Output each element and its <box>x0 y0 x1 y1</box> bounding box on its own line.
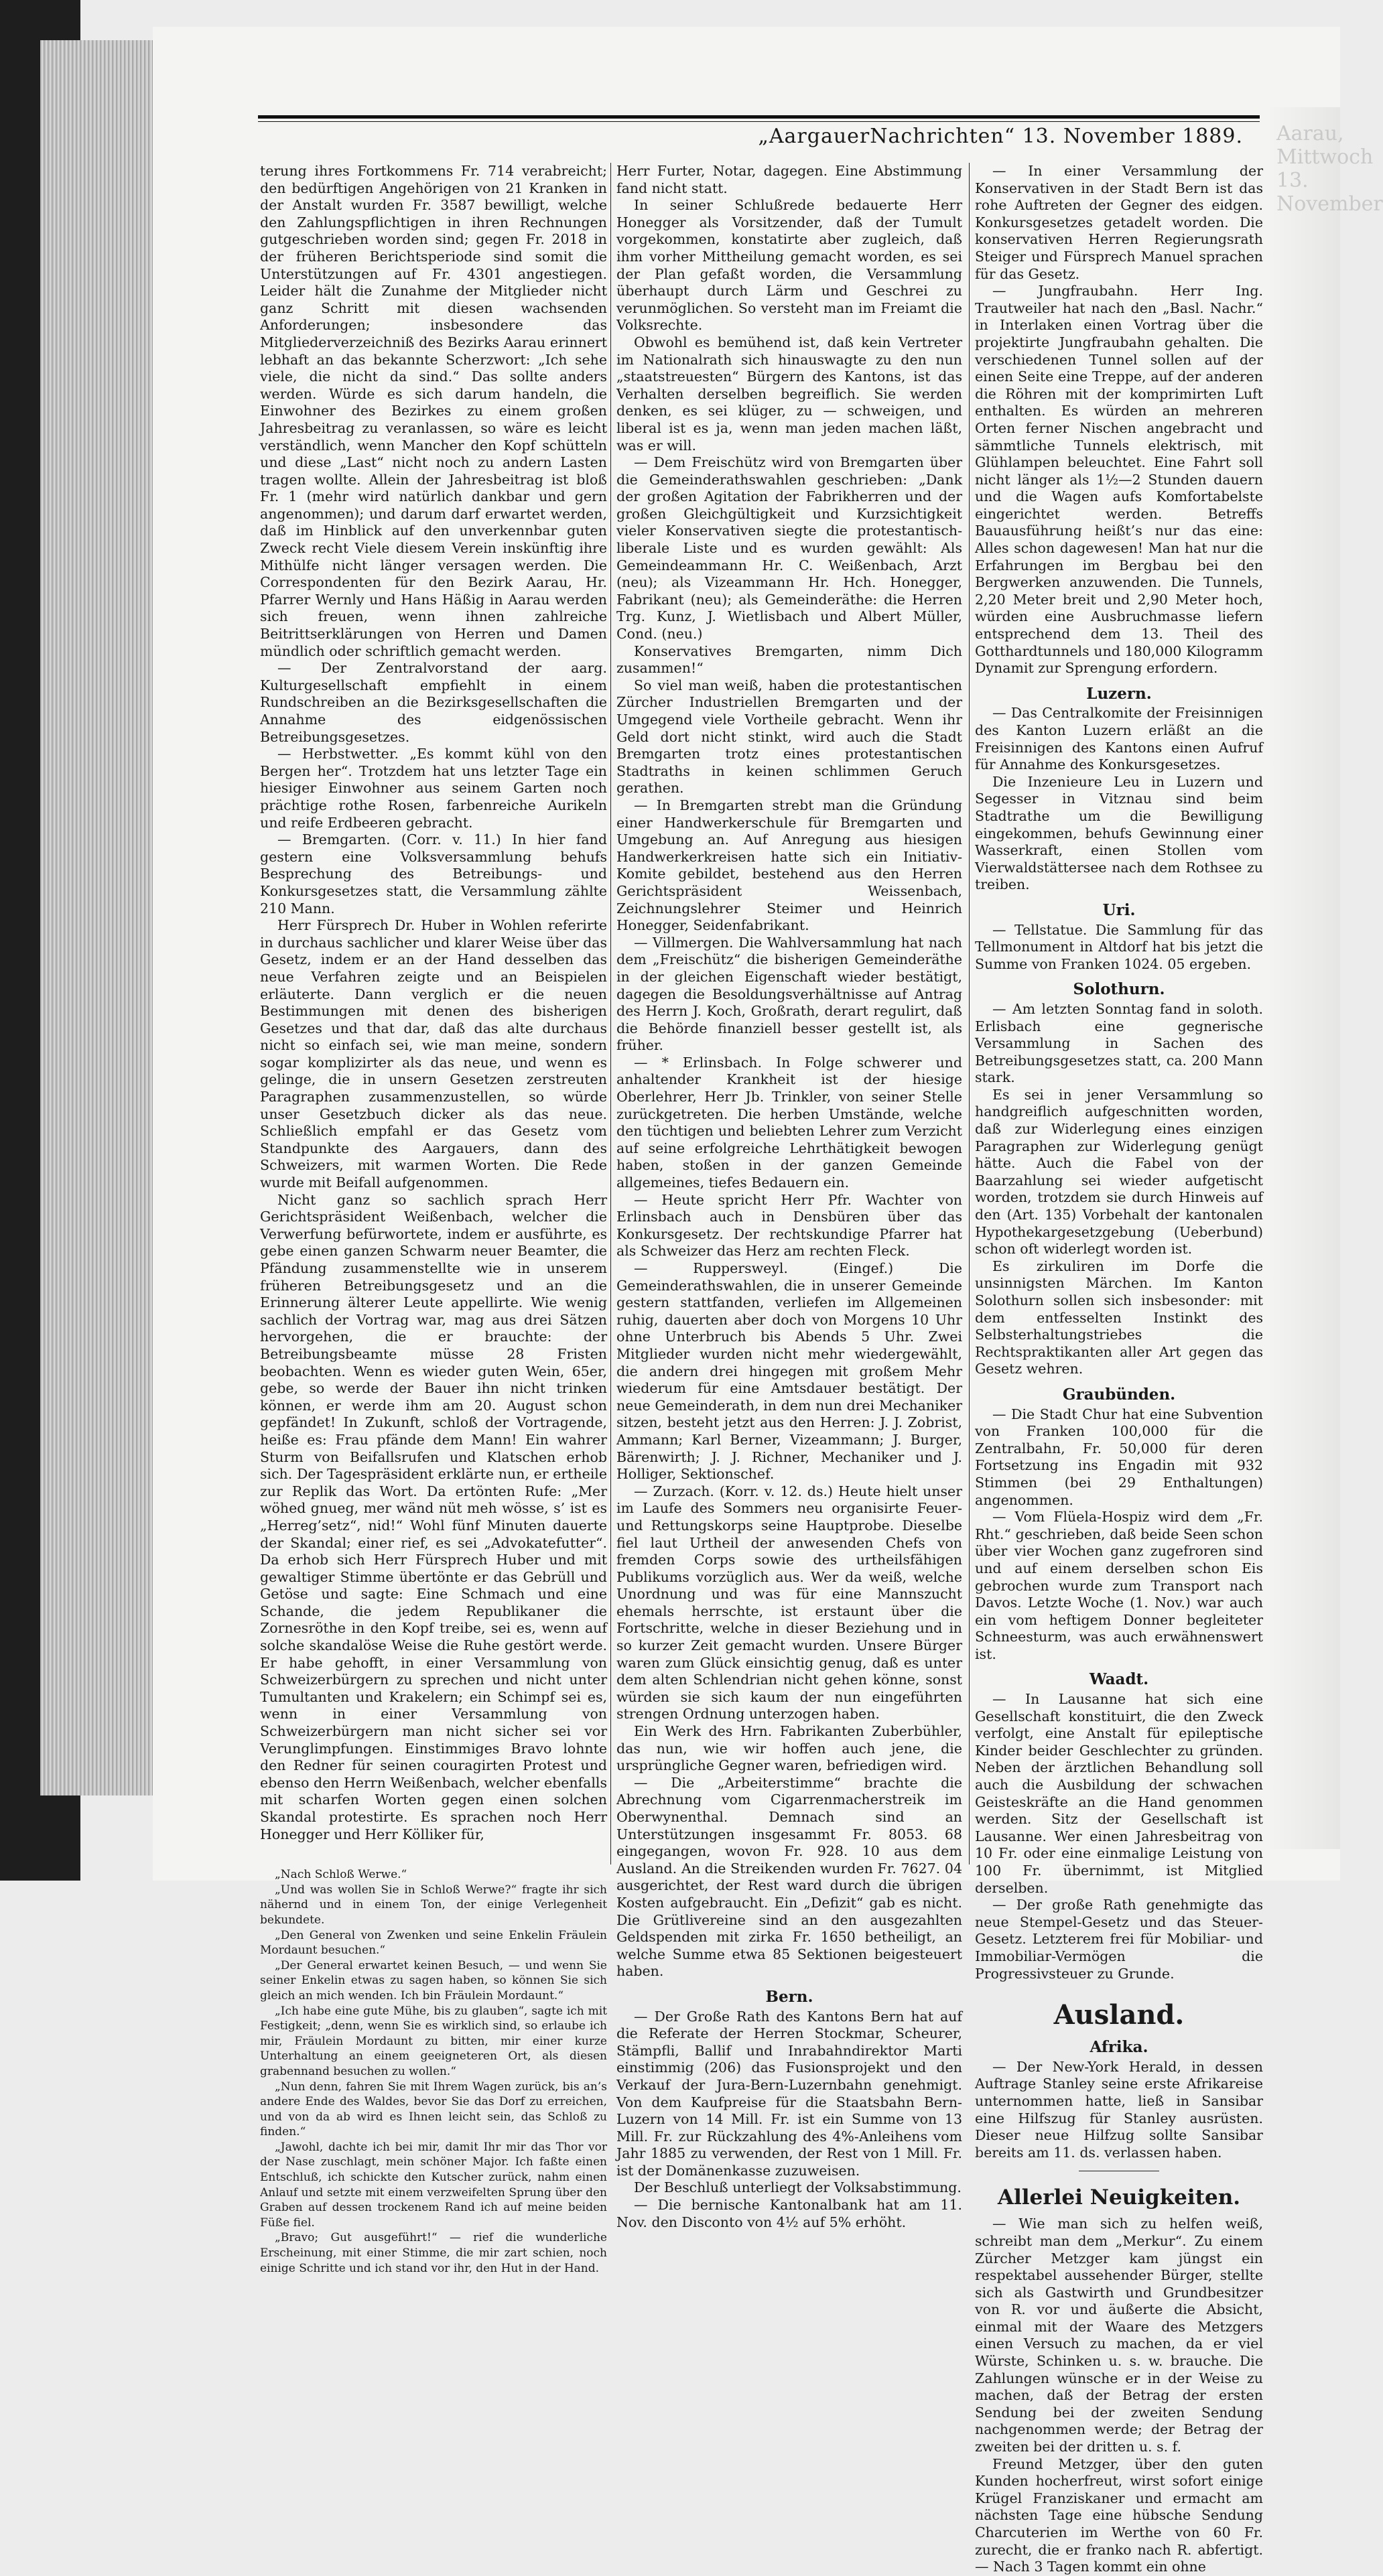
header-rule-thin <box>258 121 1260 122</box>
article-paragraph: Herr Furter, Notar, dagegen. Eine Abstimmung fand nicht statt. <box>616 163 962 196</box>
column-rule-1 <box>610 163 611 1865</box>
article-paragraph: Ein Werk des Hrn. Fabrikanten Zuberbühler, das nun, wie wir hoffen auch jene, die ursprüngliche Gegner waren, befriedigen wird. <box>616 1723 962 1774</box>
article-paragraph: Die Inzenieure Leu in Luzern und Segesser in Vitznau sind beim Stadtrathe um die Bewilligung eingekommen, behufs Gewinnung einer Wasserkraft, einen Stollen vom Vierwaldstättersee nach dem Rothsee zu treiben. <box>975 773 1263 893</box>
page-stack-edge <box>40 40 157 1795</box>
section-heading-solothurn: Solothurn. <box>1073 980 1165 999</box>
article-paragraph: — Am letzten Sonntag fand in soloth. Erlisbach eine gegnerische Versammlung in Sachen des Betreibungsgesetzes statt, ca. 200 Mann stark. <box>975 1000 1263 1086</box>
article-paragraph: — Ruppersweyl. (Eingef.) Die Gemeinderathswahlen, die in unserer Gemeinde gestern stattfanden, verliefen im Allgemeinen ruhig, dauerten aber doch von Morgens 10 Uhr ohne Unterbruch bis Abends 5 Uhr. Zwei Mitglieder wurden nicht mehr wiedergewählt, die andern drei hingegen mit großem Mehr wiederum für eine Amtsdauer bestätigt. Der neue Gemeinderath, in dem nun drei Mechaniker sitzen, besteht jetzt aus den Herren: J. J. Zobrist, Ammann; Karl Berner, Vizeammann; J. Burger, Bärenwirth; J. J. Richner, Mechaniker und J. Holliger, Sektionschef. <box>616 1260 962 1483</box>
article-paragraph: — In Bremgarten strebt man die Gründung einer Handwerkerschule für Bremgarten und Umgebung an. Auf Anregung aus hiesigen Handwerkerkreisen hatte sich ein Initiativ-Komite gebildet, bestehend aus den Herren Gerichtspräsident Weissenbach, Zeichnungslehrer Steimer und Heinrich Honegger, Seidenfabrikant. <box>616 797 962 934</box>
section-heading-allerlei: Allerlei Neuigkeiten. <box>997 2185 1241 2210</box>
article-paragraph: — * Erlinsbach. In Folge schwerer und anhaltender Krankheit ist der hiesige Oberlehrer, Herr Jb. Trinkler, von seiner Stelle zurückgetreten. Die herben Umstände, welche den tüchtigen und beliebten Lehrer zum Verzicht auf seine erfolgreiche Lehrthätigkeit bewogen haben, stoßen in der ganzen Gemeinde allgemeines, tiefes Bedauern ein. <box>616 1054 962 1191</box>
article-paragraph: — Der große Rath genehmigte das neue Stempel-Gesetz und das Steuer-Gesetz. Letzterem frei für Mobiliar- und Immobiliar-Vermögen die Progressivsteuer zu Grunde. <box>975 1897 1263 1982</box>
facing-page-shadow <box>1266 107 1340 1849</box>
column-1 <box>260 163 607 2276</box>
column-rule-2 <box>969 163 970 1865</box>
section-heading-waadt: Waadt. <box>1089 1670 1149 1689</box>
facing-page-bleed-text: Aarau, Mittwoch 13. November <box>1276 122 1383 216</box>
article-paragraph: — Der Große Rath des Kantons Bern hat auf die Referate der Herren Stockmar, Scheurer, Stämpfli, Ballif und Inrabahndirektor Marti einstimmig (206) das Fusionsprojekt und den Verkauf der Jura-Bern-Luzernbahn genehmigt. Von dem Kaufpreise für die Staatsbahn Bern-Luzern von 14 Mill. Fr. ist ein Summe von 13 Mill. Fr. zur Rückzahlung des 4%-Anleihens vom Jahr 1885 zu verwenden, der Rest von 1 Mill. Fr. ist der Domänenkasse zuzuweisen. <box>616 2008 962 2179</box>
article-paragraph: — Villmergen. Die Wahlversammlung hat nach dem „Freischütz“ die bisherigen Gemeinderäthe in der gleichen Eigenschaft wieder bestätigt, dagegen die Besoldungsverhältnisse auf Antrag des Herrn J. Koch, Großrath, derart regulirt, daß die Behörde finanziell besser gestellt ist, als früher. <box>616 934 962 1054</box>
article-paragraph: — Der New-York Herald, in dessen Auftrage Stanley seine erste Afrikareise unternommen hatte, ließ in Sansibar eine Hilfszug für Stanley ausrüsten. Dieser neue Hilfzug sollte Sansibar bereits am 11. ds. verlassen haben. <box>975 2058 1263 2161</box>
article-paragraph: Es zirkuliren im Dorfe die unsinnigsten Märchen. Im Kanton Solothurn sollen sich insbesonder: mit dem entfesselten Instinkt des Selbsterhaltungstriebes die Rechtspraktikanten aller Art gegen das Gesetz wehren. <box>975 1258 1263 1377</box>
section-heading-luzern: Luzern. <box>1086 684 1152 703</box>
feuilleton-paragraph: „Den General von Zwenken und seine Enkelin Fräulein Mordaunt besuchen.“ <box>260 1928 607 1958</box>
page-header <box>258 115 1260 153</box>
article-paragraph: Obwohl es bemühend ist, daß kein Vertreter im Nationalrath sich hinauswagte zu den nun „staatstreuesten“ Bürgern des Kantons, ist das Verhalten derselben begreiflich. Sie werden denken, es sei klüger, zu — schweigen, und liberal ist es ja, wenn man jeden machen läßt, was er will. <box>616 334 962 454</box>
article-paragraph: — Bremgarten. (Corr. v. 11.) In hier fand gestern eine Volksversammlung behufs Besprechung des Betreibungs- und Konkursgesetzes statt, die Versammlung zählte 210 Mann. <box>260 831 607 917</box>
feuilleton-paragraph: „Und was wollen Sie in Schloß Werwe?“ fragte ihr sich nähernd und in einem Ton, der einige Verlegenheit bekundete. <box>260 1883 607 1927</box>
article-paragraph: Herr Fürsprech Dr. Huber in Wohlen referirte in durchaus sachlicher und klarer Weise über das Gesetz, indem er an der Hand desselben das neue Verfahren zeigte und an Beispielen erläuterte. Dann verglich er die neuen Bestimmungen mit denen des bisherigen Gesetzes und that dar, daß das alte durchaus nicht so einfach sei, wie man meine, sondern sogar komplizirter als das neue, und wenn es gelinge, die in unsern Gesetzen zerstreuten Paragraphen zusammenzustellen, so würde unser Gesetzbuch dicker als das neue. Schließlich empfahl er das Gesetz vom Standpunkte des Aargauers, dann des Schweizers, mit warmen Worten. Die Rede wurde mit Beifall aufgenommen. <box>260 917 607 1191</box>
feuilleton-paragraph: „Nach Schloß Werwe.“ <box>275 1868 407 1882</box>
article-paragraph: — Die Stadt Chur hat eine Subvention von Franken 100,000 für die Zentralbahn, Fr. 50,000 für deren Fortsetzung ins Engadin mit 932 Stimmen (bei 29 Enthaltungen) angenommen. <box>975 1406 1263 1508</box>
feuilleton-paragraph: „Der General erwartet keinen Besuch, — und wenn Sie seiner Enkelin etwas zu sagen haben, so können Sie sich gleich an mich wenden. Ich bin Fräulein Mordaunt.“ <box>260 1958 607 2003</box>
article-paragraph: Nicht ganz so sachlich sprach Herr Gerichtspräsident Weißenbach, welcher die Verwerfung befürwortete, indem er ausführte, es gebe einen ganzen Schwarm neuer Beamter, die Pfändung zusammenstellte wie in unserem früheren Betreibungsgesetz und an die Erinnerung älterer Leute appellirte. Wie wenig sachlich der Vortrag war, mag aus drei Sätzen hervorgehen, die er brauchte: der Betreibungsbeamte müsse 28 Fristen beobachten. Wenn es wieder guten Wein, 65er, gebe, so werde der Bauer ihn nicht trinken können, er werde ihm am 20. August schon gepfändet! In Zukunft, schloß der Vortragende, heiße es: Frau pfände dem Mann! Ein wahrer Sturm von Beifallsrufen und Klatschen erhob sich. Der Tagespräsident erklärte nun, er ertheile zur Replik das Wort. Da ertönten Rufe: „Mer wöhed gnueg, mer wänd nüt meh wösse, s’ ist es „Herreg’setz“, nid!“ Wohl fünf Minuten dauerte der Skandal; einer rief, es sei „Advokatefutter“. Da erhob sich Herr Fürsprech Huber und mit gewaltiger Stimme übertönte er das Gebrüll und Getöse und sagte: Eine Schmach und eine Schande, die jedem Republikaner die Zornesröthe in den Kopf treibe, sei es, wenn auf solche skandalöse Weise die Ruhe gestört werde. Er habe gehofft, in einer Versammlung von Schweizerbürgern zu sprechen und nicht unter Tumultanten und Krakelern; ein Schimpf sei es, wenn in einer Versammlung von Schweizerbürgern man nicht sicher sei vor Verunglimpfungen. Einstimmiges Bravo lohnte den Redner für seinen couragirten Protest und ebenso den Herrn Weißenbach, welcher ebenfalls mit scharfen Worten gegen einen solchen Skandal protestirte. Es sprachen noch Herr Honegger und Herr Kölliker für, <box>260 1191 607 1842</box>
article-paragraph: — Jungfraubahn. Herr Ing. Trautweiler hat nach den „Basl. Nachr.“ in Interlaken einen Vortrag über die projektirte Jungfraubahn gehalten. Die verschiedenen Tunnel sollen auf der einen Seite eine Treppe, auf der anderen die Röhren mit der komprimirten Luft enthalten. Es würden an mehreren Orten ferner Nischen angebracht und sämmtliche Tunnels elektrisch, mit Glühlampen beleuchtet. Eine Fahrt soll nicht länger als 1½—2 Stunden dauern und die Wagen aufs Komfortabelste eingerichtet werden. Betreffs Bauausführung heißt’s nur das eine: Alles schon dagewesen! Man hat nur die Erfahrungen im Bergbau bei den Bergwerken anzuwenden. Die Tunnels, 2,20 Meter breit und 2,90 Meter hoch, würden eine Ausbruchmasse liefern entsprechend dem 13. Theil des Gotthardtunnels und 180,000 Kilogramm Dynamit zur Sprengung erfordern. <box>975 283 1263 677</box>
article-paragraph: — Tellstatue. Die Sammlung für das Tellmonument in Altdorf hat bis jetzt die Summe von Franken 1024. 05 ergeben. <box>975 921 1263 972</box>
article-paragraph: Freund Metzger, über den guten Kunden hocherfreut, wirst sofort einige Krügel Franziskaner und ermacht am nächsten Tage eine hübsche Sendung Charcuterien im Werthe von 60 Fr. zurecht, die er franko nach R. abfertigt. — Nach 3 Tagen kommt ein ohne <box>975 2455 1263 2575</box>
column-3 <box>975 163 1263 2576</box>
section-heading-ausland: Ausland. <box>1053 1999 1185 2031</box>
section-heading-bern: Bern. <box>765 1987 813 2006</box>
article-paragraph: — Vom Flüela-Hospiz wird dem „Fr. Rht.“ geschrieben, daß beide Seen schon über vier Wochen ganz zugefroren sind und auf einem derselben schon Eis gebrochen wurde zum Transport nach Davos. Letzte Woche (1. Nov.) war auch ein vom heftigem Donner begleiteter Schneesturm, was auch erwähnenswert ist. <box>975 1509 1263 1662</box>
article-paragraph: So viel man weiß, haben die protestantischen Zürcher Industriellen Bremgarten und der Umgegend viele Vortheile gebracht. Wenn ihr Geld dort nicht stinkt, wird auch die Stadt Bremgarten trotz eines protestantischen Stadtraths in keinen schlimmen Geruch gerathen. <box>616 677 962 797</box>
column-2 <box>616 163 962 2231</box>
article-paragraph: In seiner Schlußrede bedauerte Herr Honegger als Vorsitzender, daß der Tumult vorgekommen, konstatirte aber zugleich, daß ihm vorher Mittheilung gemacht worden, es sei der Plan gefaßt worden, die Versammlung überhaupt durch Lärm und Geschrei zu verunmöglichen. So versteht man im Freiamt die Volksrechte. <box>616 197 962 334</box>
article-paragraph: — In Lausanne hat sich eine Gesellschaft konstituirt, die den Zweck verfolgt, eine Anstalt für epileptische Kinder beider Geschlechter zu gründen. Neben der ärztlichen Behandlung soll auch die Ausbildung der schwachen Geisteskräfte an die Hand genommen werden. Sitz der Gesellschaft ist Lausanne. Wer einen Jahresbeitrag von 10 Fr. oder eine einmalige Leistung von 100 Fr. übernimmt, ist Mitglied derselben. <box>975 1691 1263 1896</box>
article-paragraph: — Heute spricht Herr Pfr. Wachter von Erlinsbach auch in Densbüren über das Konkursgesetz. Der rechtskundige Pfarrer hat als Schweizer das Herz am rechten Fleck. <box>616 1191 962 1260</box>
feuilleton-paragraph: „Jawohl, dachte ich bei mir, damit Ihr mir das Thor vor der Nase zuschlagt, mein schöner Major. Ich faßte einen Entschluß, ich schickte den Kutscher zurück, nahm einen Anlauf und setzte mit einem verzweifelten Sprung über den Graben auf dessen trockenem Rand ich auf meine beiden Füße fiel. <box>260 2140 607 2230</box>
section-heading-afrika: Afrika. <box>1090 2038 1148 2057</box>
feuilleton-paragraph: „Bravo; Gut ausgeführt!“ — rief die wunderliche Erscheinung, mit einer Stimme, die mir zart schien, noch einige Schritte und ich stand vor ihr, den Hut in der Hand. <box>260 2231 607 2275</box>
article-paragraph: Konservatives Bremgarten, nimm Dich zusammen!“ <box>616 642 962 677</box>
article-paragraph: — In einer Versammlung der Konservativen in der Stadt Bern ist das rohe Auftreten der Gegner des eidgen. Konkursgesetzes getadelt worden. Die konservativen Herren Regierungsrath Steiger und Fürsprech Manuel sprachen für das Gesetz. <box>975 163 1263 282</box>
article-paragraph: — Wie man sich zu helfen weiß, schreibt man dem „Merkur“. Zu einem Zürcher Metzger kam jüngst ein respektabel aussehender Bürger, stellte sich als Gastwirth und Grundbesitzer von R. vor und äußerte die Absicht, einmal mit der Waare des Metzgers einen Versuch zu machen, da er viel Würste, Schinken u. s. w. brauche. Die Zahlungen wünsche er in der Weise zu machen, daß der Betrag der ersten Sendung bei der zweiten Sendung nachgenommen werde; der Betrag der zweiten bei der dritten u. s. f. <box>975 2216 1263 2455</box>
article-paragraph: Es sei in jener Versammlung so handgreiflich aufgeschnitten worden, daß zur Widerlegung eines einzigen Paragraphen zur Widerlegung genügt hätte. Auch die Fabel von der Baarzahlung sei wieder aufgetischt worden, trotzdem sie durch Hinweis auf den (Art. 135) Vorbehalt der kantonalen Hypothekargesetzgebung (Ueberbund) schon oft widerlegt worden ist. <box>975 1086 1263 1258</box>
section-heading-uri: Uri. <box>1102 900 1136 919</box>
masthead-title: „AargauerNachrichten“ 13. November 1889. <box>758 125 1243 148</box>
article-paragraph: — Der Zentralvorstand der aarg. Kulturgesellschaft empfiehlt in einem Rundschreiben an die Bezirksgesellschaften die Annahme des eidgenössischen Betreibungsgesetzes. <box>260 660 607 745</box>
article-paragraph: — Die „Arbeiterstimme“ brachte die Abrechnung vom Cigarrenmacherstreik im Oberwynenthal. Demnach sind an Unterstützungen insgesammt Fr. 8053. 68 eingegangen, wovon Fr. 928. 10 aus dem Ausland. An die Streikenden wurden Fr. 7627. 04 ausgerichtet, der Rest ward durch die übrigen Kosten aufgebraucht. Ein „Defizit“ gab es nicht. Die Grütlivereine sind an den ausgezahlten Geldspenden mit zirka Fr. 1650 betheiligt, an welche Summe etwa 85 Sektionen beigesteuert haben. <box>616 1774 962 1980</box>
feuilleton-section <box>260 1867 607 2276</box>
article-paragraph: — Herbstwetter. „Es kommt kühl von den Bergen her“. Trotzdem hat uns letzter Tage ein hiesiger Einwohner aus seinem Garten noch prächtige rothe Rosen, farbenreiche Aurikeln und reife Erdbeeren gebracht. <box>260 746 607 831</box>
article-paragraph: Der Beschluß unterliegt der Volksabstimmung. <box>634 2179 962 2196</box>
feuilleton-paragraph: „Nun denn, fahren Sie mit Ihrem Wagen zurück, bis an’s andere Ende des Waldes, bevor Sie das Dorf zu erreichen, und von da ab wird es Ihnen leicht sein, das Schloß zu finden.“ <box>260 2080 607 2139</box>
article-paragraph: — Zurzach. (Korr. v. 12. ds.) Heute hielt unser im Laufe des Sommers neu organisirte Feuer- und Rettungskorps seine Hauptprobe. Dieselbe fiel laut Urtheil der anwesenden Chefs von fremden Corps sowie des urtheilsfähigen Publikums vorzüglich aus. Wer da weiß, welche Unordnung und was für eine Mannszucht ehemals herrschte, ist erstaunt über die Fortschritte, welche in dieser Beziehung und in so kurzer Zeit gemacht wurden. Unsere Bürger waren zum Glück einsichtig genug, daß es unter dem alten Schlendrian nicht gehen könne, sonst würden sie sich kaum der nun eingeführten strengen Ordnung unterzogen haben. <box>616 1483 962 1722</box>
article-paragraph: — Dem Freischütz wird von Bremgarten über die Gemeinderathswahlen geschrieben: „Dank der großen Agitation der Fabrikherren und der großen Gleichgültigkeit und Kurzsichtigkeit vieler Konservativen siegte die protestantisch-liberale Liste und es wurden gewählt: Als Gemeindeammann Hr. C. Weißenbach, Arzt (neu); als Vizeammann Hr. Hch. Honegger, Fabrikant (neu); als Gemeinderäthe: die Herren Trg. Kunz, J. Wietlisbach und Albert Müller, Cond. (neu.) <box>616 454 962 642</box>
article-paragraph: — Die bernische Kantonalbank hat am 11. Nov. den Disconto von 4½ auf 5% erhöht. <box>616 2197 962 2230</box>
section-heading-graubuenden: Graubünden. <box>1062 1385 1176 1404</box>
header-rule-thick <box>258 115 1260 119</box>
article-paragraph: — Das Centralkomite der Freisinnigen des Kanton Luzern erläßt an die Freisinnigen des Kantons einen Aufruf für Annahme des Konkursgesetzes. <box>975 705 1263 773</box>
article-paragraph: terung ihres Fortkommens Fr. 714 verabreicht; den bedürftigen Angehörigen von 21 Kranken in der Anstalt wurden Fr. 3587 bewilligt, welche den Zahlungspflichtigen in ihren Rechnungen gutgeschrieben worden sind; gegen Fr. 2018 in der früheren Berichtsperiode sind somit die Unterstützungen auf Fr. 4301 angestiegen. Leider hält die Zunahme der Mitglieder nicht ganz Schritt mit diesen wachsenden Anforderungen; insbesondere das Mitgliederverzeichniß des Bezirks Aarau erinnert lebhaft an das bekannte Scherzwort: „Ich sehe viele, die nicht da sind.“ Das sollte anders werden. Würde es sich darum handeln, die Einwohner des Bezirkes zu einem großen Jahresbeitrag zu veranlassen, so wäre es leicht verständlich, wenn Mancher den Kopf schütteln und diese „Last“ nicht noch zu andern Lasten tragen wollte. Allein der Jahresbeitrag ist bloß Fr. 1 (mehr wird natürlich dankbar und gern angenommen); und darum darf erwartet werden, daß im Hinblick auf den unverkennbar guten Zweck recht Viele diesem Verein inskünftig ihre Mithülfe nicht länger versagen werden. Die Correspondenten für den Bezirk Aarau, Hr. Pfarrer Wernly und Hans Häßig in Aarau werden sich freuen, wenn ihnen zahlreiche Beitrittserklärungen von Herren und Damen mündlich oder schriftlich gemacht werden. <box>260 163 607 659</box>
feuilleton-paragraph: „Ich habe eine gute Mühe, bis zu glauben“, sagte ich mit Festigkeit; „denn, wenn Sie es wirklich sind, so erlaube ich mir, Fräulein Mordaunt zu bitten, mir einer kurze Unterhaltung an einem geeigneteren Ort, als diesen grabennand besuchen zu wollen.“ <box>260 2004 607 2078</box>
